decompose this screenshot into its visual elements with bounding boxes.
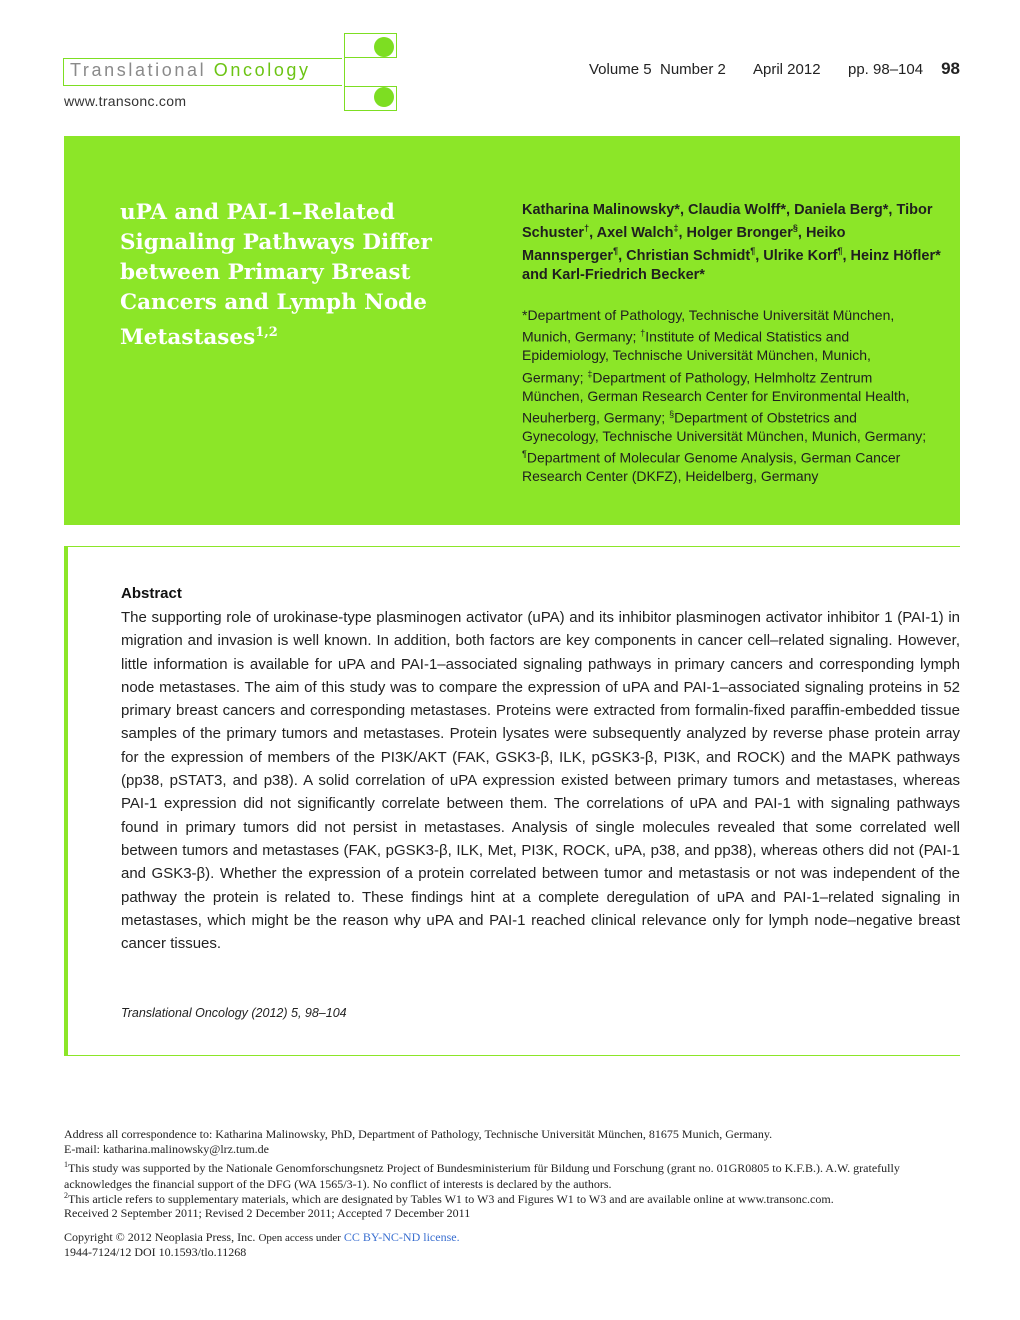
affiliation-mark: † (640, 328, 646, 339)
author-list: Katharina Malinowsky*, Claudia Wolff*, Daniela Berg*, Tibor Schuster†, Axel Walch‡, Holger Bronger§, Heiko Mannsperger¶, Christian Schmidt¶, Ulrike Korf¶, Heinz Höfler* and Karl-Friedrich Becker* (522, 202, 941, 283)
author-affiliation-mark: ‡ (673, 223, 679, 234)
article-citation: Translational Oncology (2012) 5, 98–104 (121, 1006, 347, 1020)
abstract-heading: Abstract (121, 585, 182, 602)
issue-date: April 2012 (753, 61, 821, 78)
footnote-2-mark: 2 (64, 1191, 68, 1200)
author-name: Ulrike Korf (763, 248, 838, 265)
author-affiliation-mark: † (584, 223, 590, 234)
title-footnote-marks[interactable]: 1,2 (255, 325, 278, 340)
affiliation-text: Department of Pathology, Technische Universität München, Munich, Germany; (522, 307, 895, 345)
doi-line: 1944-7124/12 DOI 10.1593/tlo.11268 (64, 1245, 247, 1259)
author-name: Daniela Berg (794, 202, 883, 218)
footnote-2 (64, 1188, 964, 1208)
author-affiliation-mark: * (882, 202, 889, 218)
affiliation-mark: ‡ (587, 368, 593, 379)
journal-website[interactable]: www.transonc.com (64, 93, 187, 109)
author-affiliation-mark: * (780, 202, 787, 218)
article-title (120, 198, 450, 353)
abstract-top-rule (64, 546, 960, 547)
author-affiliation-mark: * (674, 202, 680, 218)
author-name: Axel Walch (596, 225, 674, 242)
author-name: Holger Bronger (686, 225, 793, 242)
author-name: Heiko Mannsperger (522, 225, 846, 265)
affiliation-mark: ¶ (522, 449, 527, 460)
author-affiliation-mark: * (935, 248, 941, 265)
author-affiliation-mark: * (699, 266, 705, 283)
author-name: Katharina Malinowsky (522, 202, 675, 218)
author-affiliation-mark: ¶ (837, 246, 843, 257)
author-name: Claudia Wolff (688, 202, 781, 218)
author-name: Karl-Friedrich Becker (551, 266, 700, 283)
abstract-text: The supporting role of urokinase-type plasminogen activator (uPA) and its inhibitor plasminogen activator inhibitor 1 (PAI-1) in migration and invasion is well known. In addition, both factors are key components in cancer cell–related signaling. However, little information is available for uPA and PAI-1–associated signaling pathways in primary cancers and corresponding lymph node metastases. The aim of this study was to compare the expression of uPA and PAI-1–associated signaling proteins in 52 primary breast cancers and corresponding metastases. Proteins were extracted from formalin-fixed paraffin-embedded tissue samples of the primary tumors and metastases. Protein lysates were subsequently analyzed by reverse phase protein array for the expression of members of the PI3K/AKT (FAK, GSK3-β, ILK, pGSK3-β, PI3K, and ROCK) and the MAPK pathways (pp38, pSTAT3, and p38). A solid correlation of uPA expression existed between primary tumors and metastases, whereas PAI-1 expression did not significantly correlate between them. The correlations of uPA and PAI-1 with signaling pathways found in primary tumors did not persist in metastases. Analysis of single molecules revealed that some correlated well between tumors and metastases (FAK, pGSK3-β, ILK, Met, PI3K, ROCK, uPA, p38, and pp38), whereas others did not (PAI-1 and GSK3-β). Whether the expression of a protein correlated between tumor and metastasis or not was independent of the pathway the protein is related to. These findings hint at a complete deregulation of uPA and PAI-1–related signaling in metastases, which might be the reason why uPA and PAI-1 reached clinical relevance only for lymph node–negative breast cancer tissues. (121, 609, 960, 953)
copyright-text: Copyright © 2012 Neoplasia Press, Inc. (64, 1230, 256, 1244)
affiliation-text: Department of Obstetrics and Gynecology, Technische Universität München, Munich, Germany; (522, 409, 927, 444)
footnote-1-mark: 1 (64, 1160, 68, 1169)
affiliation-mark: * (522, 307, 528, 323)
logo-dot-bottom (374, 87, 394, 107)
license-link[interactable]: CC BY-NC-ND license. (343, 1230, 460, 1244)
footnote-2-text: This article refers to supplementary materials, which are designated by Tables W1 to W3 and Figures W1 to W3 and are available online at www.transonc.com. (68, 1192, 834, 1206)
author-name: Tibor Schuster (522, 202, 933, 242)
journal-logo (70, 60, 311, 81)
author-name: Heinz Höfler (850, 248, 936, 265)
abstract-bottom-rule (64, 1055, 960, 1056)
issue-number: Number 2 (660, 61, 726, 78)
affiliation-mark: § (669, 408, 675, 419)
affiliation-text: Department of Molecular Genome Analysis, German Cancer Research Center (DKFZ), Heidelberg, Germany (522, 449, 901, 484)
page-range: pp. 98–104 (848, 61, 924, 78)
affiliation-text: Institute of Medical Statistics and Epidemiology, Technische Universität München, Munich, Germany; (522, 328, 871, 386)
affiliation-text: Department of Pathology, Helmholtz Zentrum München, German Research Center for Environmental Health, Neuherberg, Germany; (522, 369, 910, 426)
correspondence-note: Address all correspondence to: Katharina Malinowsky, PhD, Department of Pathology, Technische Universität München, 81675 Munich, Germany. (64, 1127, 773, 1141)
open-access-text: Open access under (258, 1232, 341, 1244)
correspondence-email[interactable]: E-mail: katharina.malinowsky@lrz.tum.de (64, 1142, 269, 1156)
logo-dot-top (374, 37, 394, 57)
footnote-1 (64, 1157, 964, 1192)
article-title-text: uPA and PAI-1–Related Signaling Pathways Differ between Primary Breast Cancers and Lymph Node Metastases (120, 200, 432, 351)
journal-name-part2: Oncology (213, 60, 311, 80)
author-affiliation-mark: ¶ (750, 246, 756, 257)
page-number: 98 (941, 59, 960, 78)
affiliation-list (522, 306, 932, 485)
received-dates: Received 2 September 2011; Revised 2 December 2011; Accepted 7 December 2011 (64, 1206, 471, 1220)
author-affiliation-mark: § (792, 223, 798, 234)
author-affiliation-mark: ¶ (613, 246, 619, 257)
abstract-left-rule (64, 546, 68, 1056)
journal-name-part1: Translational (70, 60, 207, 80)
footnote-1-text: This study was supported by the Nationale Genomforschungsnetz Project of Bundesministerium für Bildung und Forschung (grant no. 01GR0805 to K.F.B.). A.W. gratefully acknowledges the financial support of the DFG (WA 1565/3-1). No conflict of interests is declared by the authors. (64, 1161, 900, 1191)
author-name: Christian Schmidt (626, 248, 751, 265)
volume: Volume 5 (589, 61, 652, 78)
